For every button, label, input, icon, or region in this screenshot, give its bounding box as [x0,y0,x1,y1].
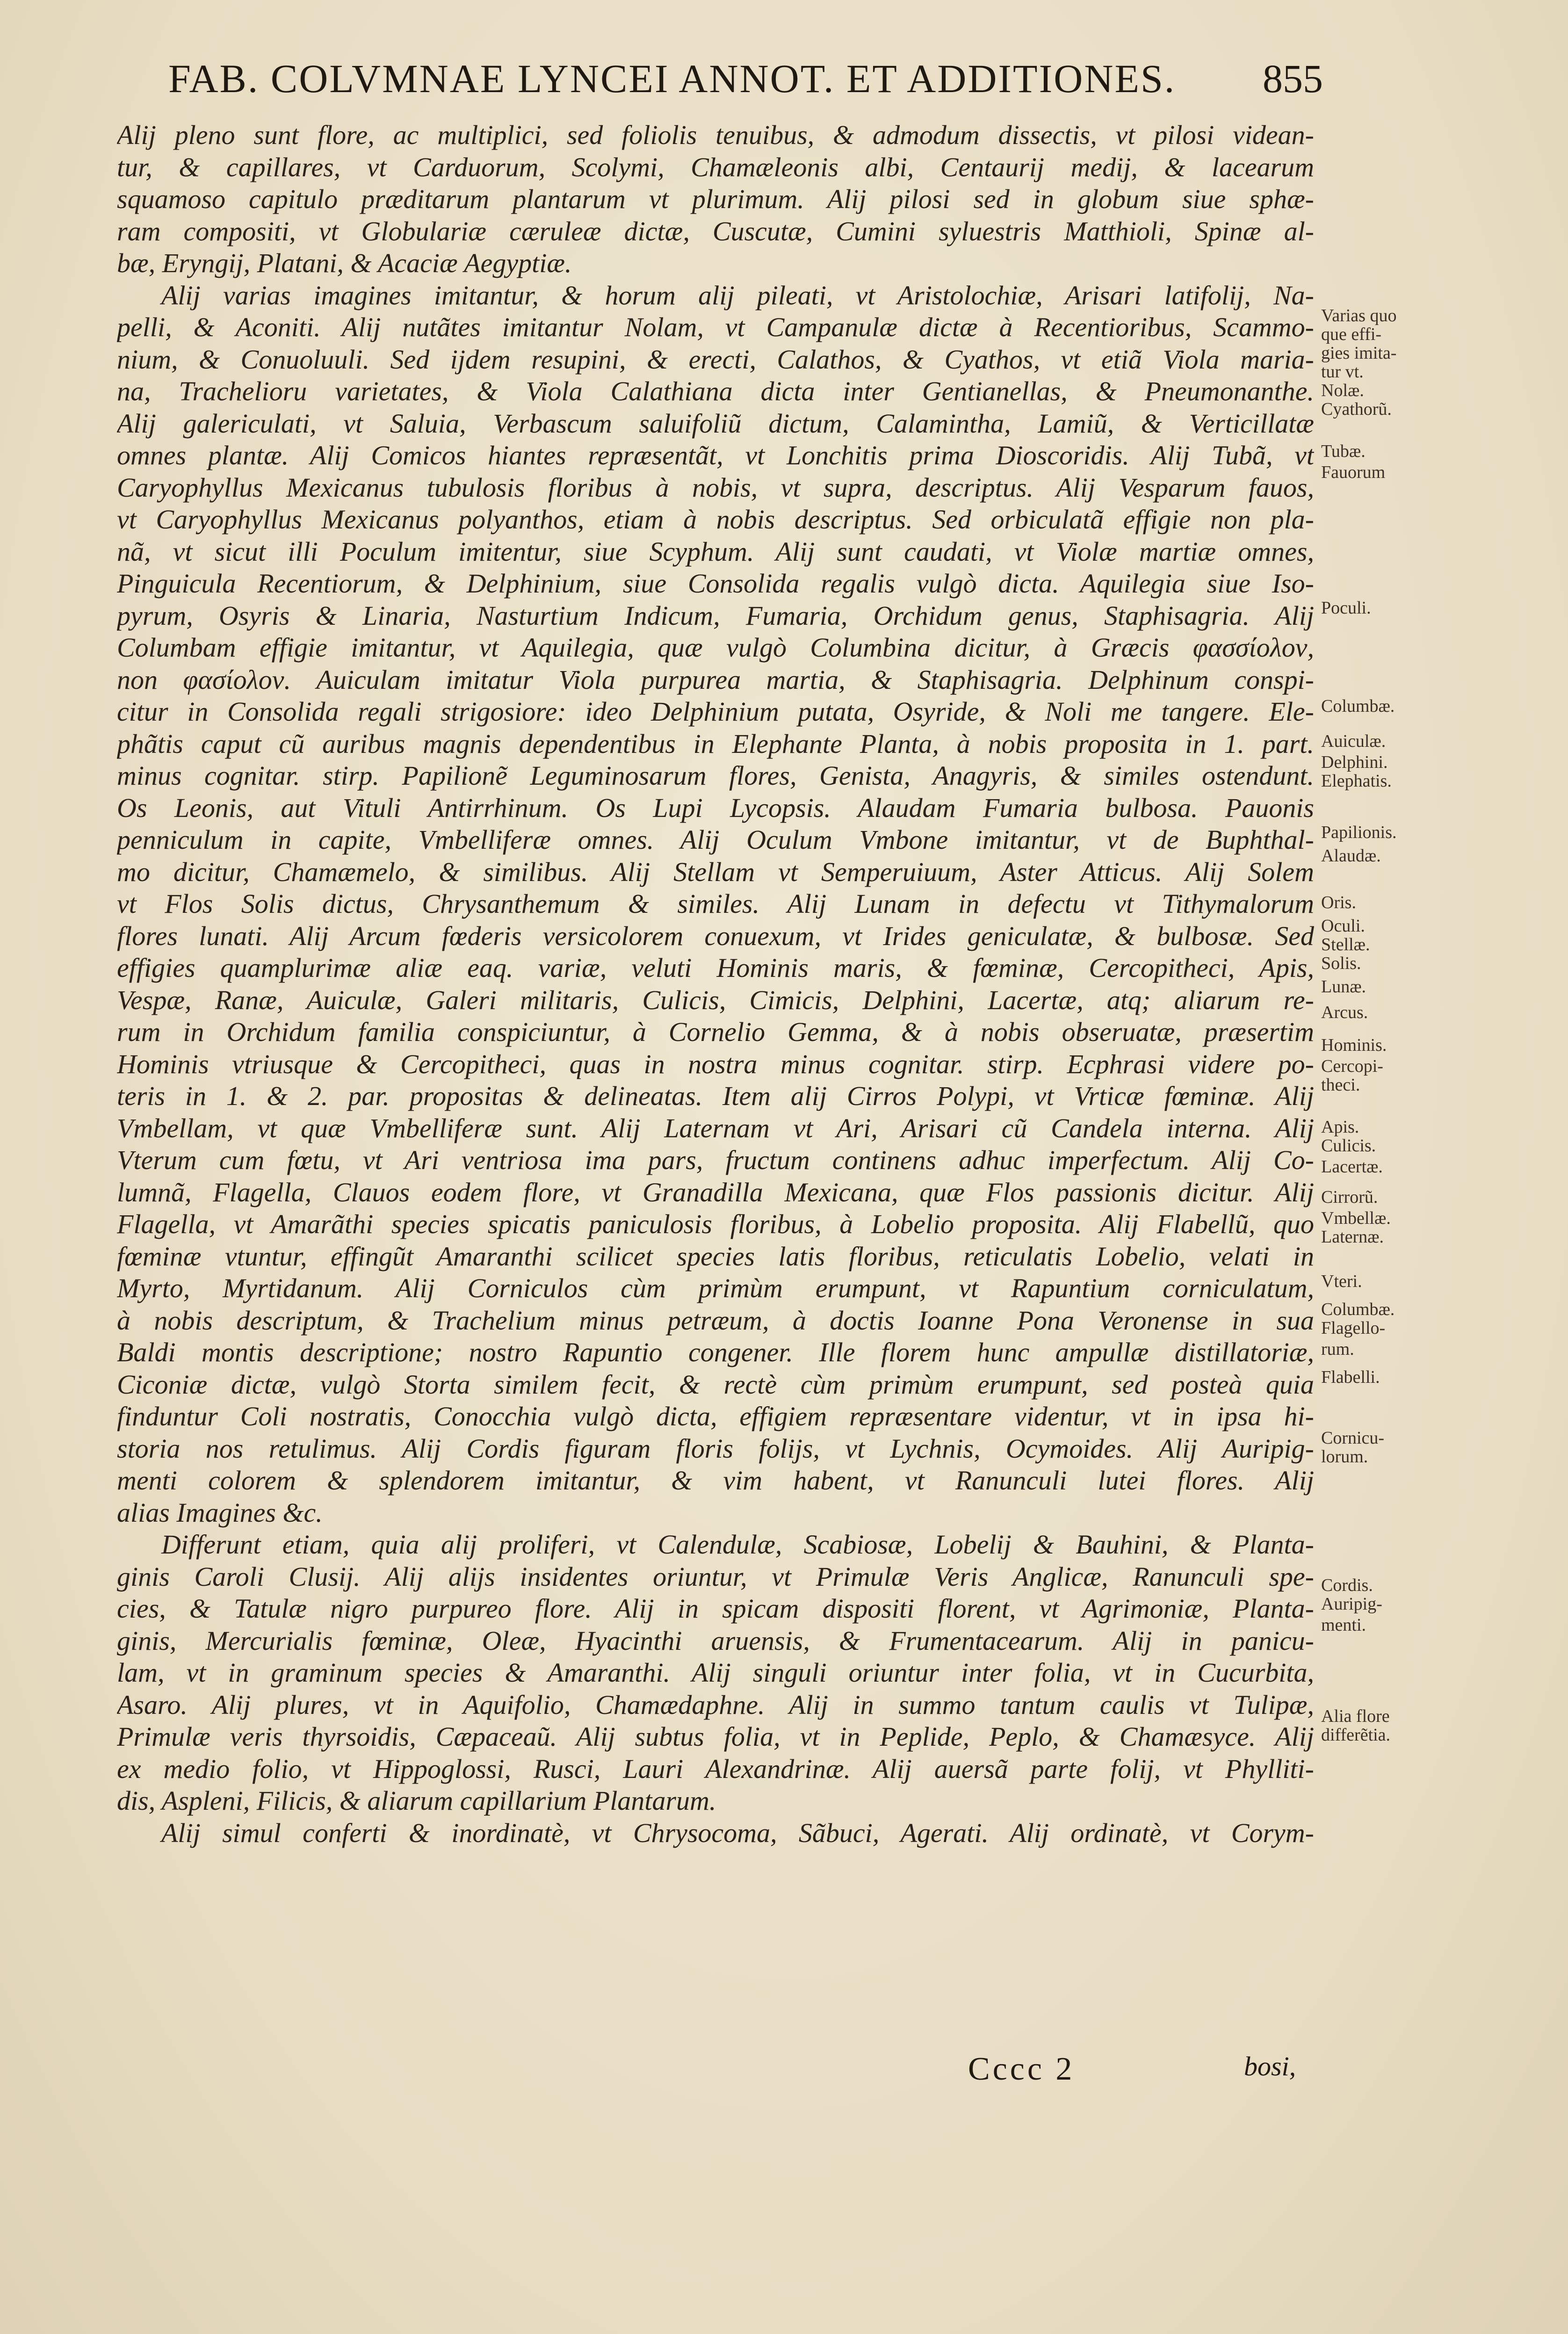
text-line: Vterum cum fœtu, vt Ari ventriosa ima pars, fructum continens adhuc imperfectum. Alij Co- [117,1145,1314,1175]
text-line: pelli, & Aconiti. Alij nutãtes imitantur Nolam, vt Campanulæ dictæ à Recentioribus, Scammo- [117,312,1314,342]
margin-note: Oculi. [1321,916,1365,936]
text-line: alias Imagines &c. [117,1497,323,1528]
text-line: fœminæ vtuntur, effingũt Amaranthi scilicet species latis floribus, reticulatis Lobelio, velati in [117,1241,1314,1272]
margin-note: Columbæ. [1321,696,1395,716]
margin-note: Hominis. [1321,1035,1387,1055]
text-line: phãtis caput cũ auribus magnis dependentibus in Elephante Planta, à nobis proposita in 1. part. [117,728,1314,759]
margin-note: Fauorum [1321,462,1386,482]
text-line: Alij varias imagines imitantur, & horum alij pileati, vt Aristolochiæ, Arisari latifolij, Na- [161,280,1314,311]
text-line: Pinguicula Recentiorum, & Delphinium, siue Consolida regalis vulgò dicta. Aquilegia siue Iso- [117,568,1314,599]
margin-note: Vteri. [1321,1272,1362,1291]
text-line: pyrum, Osyris & Linaria, Nasturtium Indicum, Fumaria, Orchidum genus, Staphisagria. Alij [117,600,1314,631]
margin-note: Poculi. [1321,598,1371,618]
margin-note: gies imita- [1321,343,1397,363]
text-line: teris in 1. & 2. par. propositas & delineatas. Item alij Cirros Polypi, vt Vrticæ fœminæ. Alij [117,1081,1314,1111]
text-line: Vespæ, Ranæ, Auiculæ, Galeri militaris, Culicis, Cimicis, Delphini, Lacertæ, atq; aliarum re- [117,984,1314,1015]
margin-note: Delphini. [1321,752,1388,772]
text-line: Flagella, vt Amarãthi species spicatis paniculosis floribus, à Lobelio proposita. Alij Flabellũ, quo [117,1209,1314,1239]
margin-note: Elephatis. [1321,771,1392,791]
text-line: lumnã, Flagella, Clauos eodem flore, vt Granadilla Mexicana, quæ Flos passionis dicitur. Alij [117,1177,1314,1207]
main-text-column [117,119,1314,1849]
text-line: lam, vt in graminum species & Amaranthi. Alij singuli oriuntur inter folia, vt in Cucurbita, [117,1657,1314,1688]
margin-note: Lunæ. [1321,977,1366,997]
signature-mark: Cccc 2 [968,2051,1075,2087]
text-line: ginis, Mercurialis fœminæ, Oleæ, Hyacinthi aruensis, & Frumentacearum. Alij in panicu- [117,1625,1314,1656]
text-line: menti colorem & splendorem imitantur, & vim habent, vt Ranunculi lutei flores. Alij [117,1465,1314,1496]
text-line: cies, & Tatulæ nigro purpureo flore. Alij in spicam dispositi florent, vt Agrimoniæ, Planta- [117,1593,1314,1624]
margin-note: Cornicu- [1321,1428,1385,1448]
margin-note: Cirrorũ. [1321,1187,1378,1207]
margin-note: menti. [1321,1615,1366,1635]
text-line: minus cognitar. stirp. Papilionẽ Leguminosarum flores, Genista, Anagyris, & similes ostendunt. [117,760,1314,791]
margin-note: Culicis. [1321,1136,1376,1156]
text-line: dis, Aspleni, Filicis, & aliarum capillarium Plantarum. [117,1785,716,1816]
margin-note: Cercopi- [1321,1056,1383,1076]
margin-note: Nolæ. [1321,381,1364,400]
text-line: effigies quamplurimæ aliæ eaq. variæ, veluti Hominis maris, & fœminæ, Cercopitheci, Apis, [117,953,1314,983]
margin-note: Auiculæ. [1321,731,1386,751]
text-line: à nobis descriptum, & Trachelium minus petræum, à doctis Ioanne Pona Veronense in sua [117,1305,1314,1336]
margin-note: Oris. [1321,893,1356,912]
text-line: penniculum in capite, Vmbelliferæ omnes. Alij Oculum Vmbone imitantur, vt de Buphthal- [117,824,1314,855]
text-line: nã, vt sicut illi Poculum imitentur, siue Scyphum. Alij sunt caudati, vt Violæ martiæ omnes, [117,536,1314,567]
margin-note: Auripig- [1321,1594,1382,1614]
text-line: tur, & capillares, vt Carduorum, Scolymi, Chamæleonis albi, Centaurij medij, & lacearum [117,152,1314,182]
margin-note: Alia flore [1321,1706,1390,1726]
text-line: Primulæ veris thyrsoidis, Cæpaceaũ. Alij subtus folia, vt in Peplide, Peplo, & Chamæsyce. Alij [117,1721,1314,1752]
margin-note: differẽtia. [1321,1725,1391,1745]
margin-note: Apis. [1321,1117,1359,1137]
text-line: flores lunati. Alij Arcum fœderis versicolorem conuexum, vt Irides geniculatæ, & bulbosæ. Sed [117,920,1314,951]
text-line: Differunt etiam, quia alij proliferi, vt Calendulæ, Scabiosæ, Lobelij & Bauhini, & Planta- [161,1529,1314,1560]
margin-note: que effi- [1321,325,1382,344]
margin-note: Varias quo [1321,306,1397,325]
text-line: Caryophyllus Mexicanus tubulosis floribus à nobis, vt supra, descriptus. Alij Vesparum fauos, [117,472,1314,503]
text-line: Hominis vtriusque & Cercopitheci, quas in nostra minus cognitar. stirp. Ecphrasi videre po- [117,1048,1314,1079]
text-line: non φασίολον. Auiculam imitatur Viola purpurea martia, & Staphisagria. Delphinum conspi- [117,664,1314,695]
text-line: Vmbellam, vt quæ Vmbelliferæ sunt. Alij Laternam vt Ari, Arisari cũ Candela interna. Alij [117,1113,1314,1143]
margin-note: Cordis. [1321,1575,1373,1595]
text-line: storia nos retulimus. Alij Cordis figuram floris folijs, vt Lychnis, Ocymoides. Alij Auripig- [117,1433,1314,1464]
margin-note: theci. [1321,1075,1360,1095]
margin-note: Alaudæ. [1321,846,1381,866]
text-line: Asaro. Alij plures, vt in Aquifolio, Chamædaphne. Alij in summo tantum caulis vt Tulipæ, [117,1689,1314,1720]
margin-note: Vmbellæ. [1321,1208,1391,1228]
margin-note: Columbæ. [1321,1300,1395,1319]
text-line: Columbam effigie imitantur, vt Aquilegia, quæ vulgò Columbina dicitur, à Græcis φασσίολον, [117,632,1314,663]
text-line: mo dicitur, Chamæmelo, & similibus. Alij Stellam vt Semperuiuum, Aster Atticus. Alij Solem [117,856,1314,887]
margin-note: lorum. [1321,1447,1368,1467]
text-line: vt Flos Solis dictus, Chrysanthemum & similes. Alij Lunam in defectu vt Tithymalorum [117,889,1314,919]
margin-note: Lacertæ. [1321,1157,1383,1177]
text-line: ex medio folio, vt Hippoglossi, Rusci, Lauri Alexandrinæ. Alij auersã parte folij, vt Phylliti- [117,1753,1314,1784]
margin-note: Flabelli. [1321,1367,1380,1387]
text-line: ram compositi, vt Globulariæ cæruleæ dictæ, Cuscutæ, Cumini syluestris Matthioli, Spinæ al- [117,216,1314,246]
text-line: Os Leonis, aut Vituli Antirrhinum. Os Lupi Lycopsis. Alaudam Fumaria bulbosa. Pauonis [117,792,1314,823]
margin-note: Tubæ. [1321,441,1366,461]
text-line: Alij galericulati, vt Saluia, Verbascum saluifoliũ dictum, Calamintha, Lamiũ, & Verticillatæ [117,408,1314,439]
margin-note: rum. [1321,1339,1354,1359]
margin-note: Cyathorũ. [1321,399,1392,419]
margin-note: Laternæ. [1321,1227,1384,1247]
margin-note: Flagello- [1321,1318,1386,1338]
text-line: rum in Orchidum familia conspiciuntur, à Cornelio Gemma, & à nobis obseruatæ, præsertim [117,1017,1314,1047]
text-line: citur in Consolida regali strigosiore: ideo Delphinium putata, Osyride, & Noli me tangere. Ele- [117,696,1314,727]
text-line: Alij pleno sunt flore, ac multiplici, sed foliolis tenuibus, & admodum dissectis, vt pilosi videan- [117,120,1314,150]
margin-note: Papilionis. [1321,823,1397,842]
margin-note: Arcus. [1321,1003,1368,1022]
text-line: Myrto, Myrtidanum. Alij Corniculos cùm primùm erumpunt, vt Rapuntium corniculatum, [117,1273,1314,1303]
text-line: omnes plantæ. Alij Comicos hiantes repræsentãt, vt Lonchitis prima Dioscoridis. Alij Tubã, vt [117,440,1314,470]
text-line: ginis Caroli Clusij. Alij alijs insidentes oriuntur, vt Primulæ Veris Anglicæ, Ranunculi spe- [117,1561,1314,1592]
text-line: finduntur Coli nostratis, Conocchia vulgò dicta, effigiem repræsentare videntur, vt in ipsa hi- [117,1401,1314,1431]
running-header: FAB. COLVMNAE LYNCEI ANNOT. ET ADDITIONES. [168,56,1176,101]
margin-note: tur vt. [1321,362,1364,382]
margin-note: Solis. [1321,954,1361,973]
text-line: vt Caryophyllus Mexicanus polyanthos, etiam à nobis descriptus. Sed orbiculatã effigie non pla- [117,504,1314,535]
text-line: Alij simul conferti & inordinatè, vt Chrysocoma, Sãbuci, Agerati. Alij ordinatè, vt Corym- [161,1817,1314,1848]
text-line: bæ, Eryngij, Platani, & Acaciæ Aegyptiæ. [117,248,572,278]
catchword: bosi, [1244,2051,1296,2081]
text-line: squamoso capitulo præditarum plantarum vt plurimum. Alij pilosi sed in globum siue sphæ- [117,184,1314,214]
margin-note: Stellæ. [1321,935,1370,954]
text-line: na, Trachelioru varietates, & Viola Calathiana dicta inter Gentianellas, & Pneumonanthe. [117,376,1314,406]
page-number: 855 [1263,56,1323,101]
text-line: Baldi montis descriptione; nostro Rapuntio congener. Ille florem hunc ampullæ distillatoriæ, [117,1337,1314,1367]
text-line: Ciconiæ dictæ, vulgò Storta similem fecit, & rectè cùm primùm erumpunt, sed posteà quia [117,1369,1314,1400]
text-line: nium, & Conuoluuli. Sed ijdem resupini, & erecti, Calathos, & Cyathos, vt etiã Viola maria- [117,344,1314,375]
